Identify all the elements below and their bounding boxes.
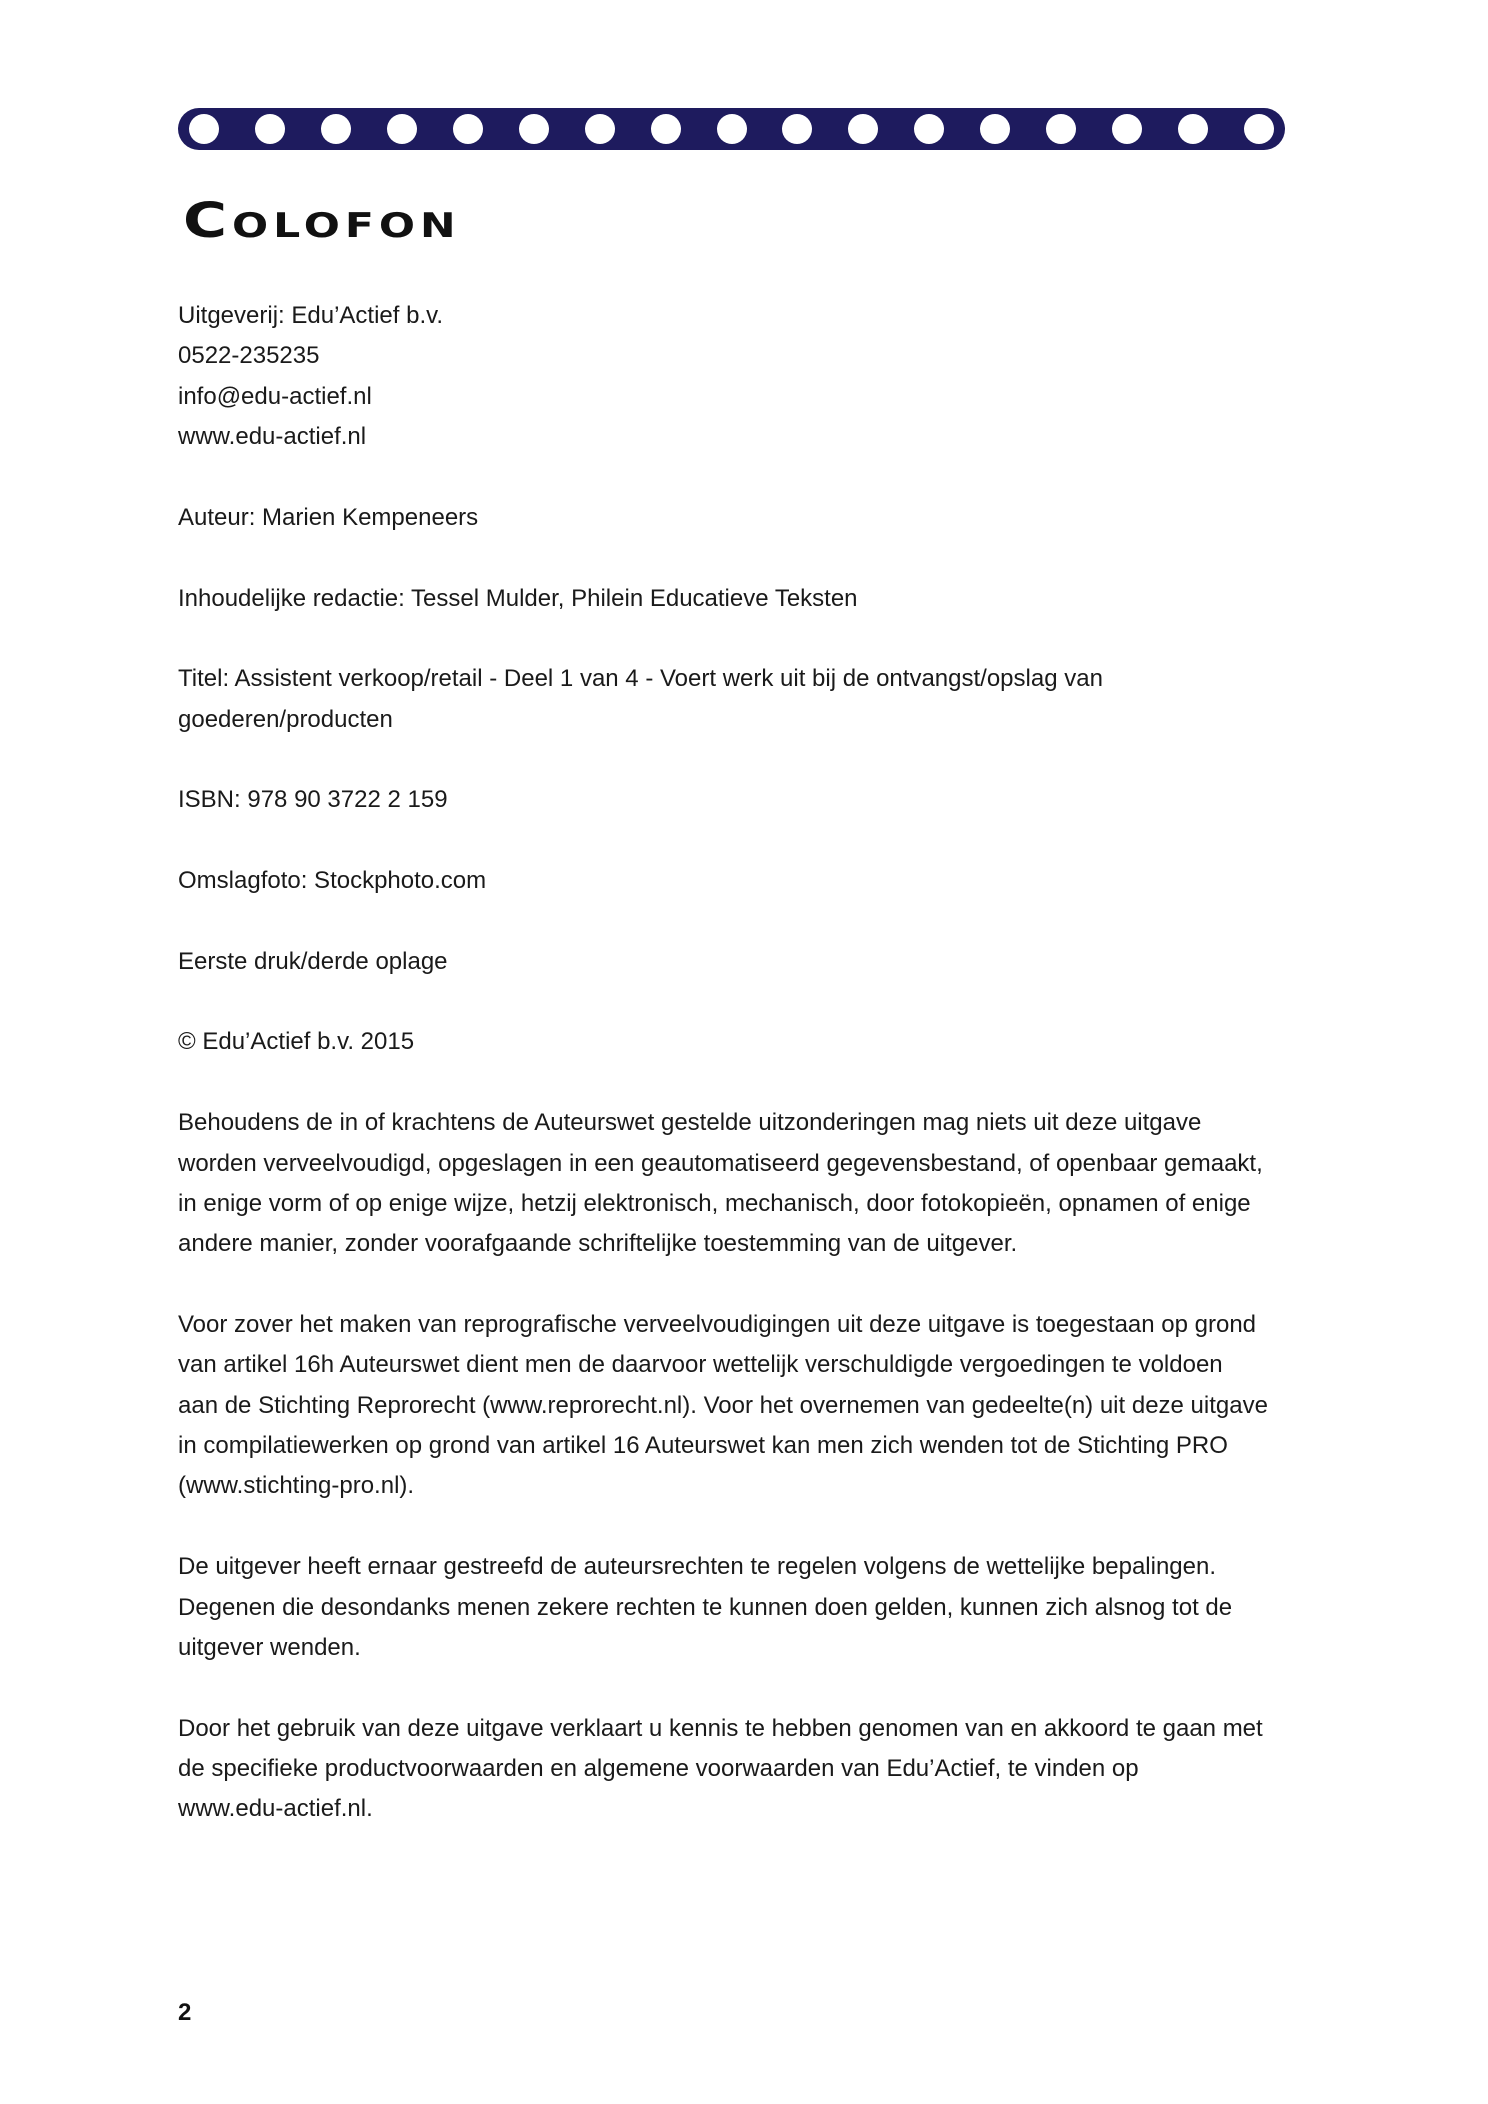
isbn-line: ISBN: 978 90 3722 2 159: [178, 786, 448, 814]
paragraph-line: www.edu-actief.nl.: [178, 1795, 373, 1823]
paragraph-line: uitgever wenden.: [178, 1633, 361, 1661]
publisher-block: [178, 296, 1285, 457]
author-block: [178, 498, 1285, 538]
paragraph-line: aan de Stichting Reprorecht (www.reprorecht.nl). Voor het overnemen van gedeelte(n) uit deze uitgave: [178, 1391, 1268, 1419]
paragraph-line: van artikel 16h Auteurswet dient men de daarvoor wettelijk verschuldigde vergoedingen te voldoen: [178, 1351, 1223, 1379]
copyright-line: © Edu’Actief b.v. 2015: [178, 1028, 415, 1056]
publisher-name: Uitgeverij: Edu’Actief b.v.: [178, 302, 443, 329]
band-dot: [848, 114, 878, 144]
paragraph-line: Behoudens de in of krachtens de Auteurswet gestelde uitzonderingen mag niets uit deze uitgave: [178, 1109, 1202, 1137]
rights-notice: [178, 1547, 1285, 1668]
band-dot: [453, 114, 483, 144]
isbn-block: [178, 780, 1285, 820]
band-dot: [1112, 114, 1142, 144]
band-dot: [519, 114, 549, 144]
band-dot: [717, 114, 747, 144]
author-line: Auteur: Marien Kempeneers: [178, 503, 479, 531]
paragraph-line: de specifieke productvoorwaarden en algemene voorwaarden van Edu’Actief, te vinden op: [178, 1754, 1139, 1782]
cover-photo-line: Omslagfoto: Stockphoto.com: [178, 867, 487, 895]
band-dot: [1046, 114, 1076, 144]
terms-notice: [178, 1709, 1285, 1830]
publisher-website: www.edu-actief.nl: [178, 423, 367, 451]
paragraph-line: in enige vorm of op enige wijze, hetzij elektronisch, mechanisch, door fotokopieën, opnamen of enige: [178, 1189, 1251, 1217]
band-dot: [255, 114, 285, 144]
band-dot: [387, 114, 417, 144]
paragraph-line: in compilatiewerken op grond van artikel 16 Auteurswet kan men zich wenden tot de Stichting PRO: [178, 1432, 1228, 1460]
colophon-body: [178, 296, 1285, 1870]
editorial-block: [178, 579, 1285, 619]
reproduction-notice: [178, 1103, 1285, 1264]
reprorecht-notice: [178, 1305, 1285, 1507]
edition-line: Eerste druk/derde oplage: [178, 947, 448, 975]
paragraph-line: Door het gebruik van deze uitgave verklaart u kennis te hebben genomen van en akkoord te gaan met: [178, 1714, 1263, 1742]
band-dot: [585, 114, 615, 144]
band-dot: [189, 114, 219, 144]
band-dot: [914, 114, 944, 144]
edition-block: [178, 942, 1285, 982]
cover-photo-block: [178, 861, 1285, 901]
book-title-line: Titel: Assistent verkoop/retail - Deel 1 van 4 - Voert werk uit bij de ontvangst/opslag van: [178, 665, 1103, 693]
paragraph-line: (www.stichting-pro.nl).: [178, 1472, 415, 1500]
paragraph-line: andere manier, zonder voorafgaande schriftelijke toestemming van de uitgever.: [178, 1230, 1018, 1258]
paragraph-line: Voor zover het maken van reprografische verveelvoudigingen uit deze uitgave is toegestaan op grond: [178, 1310, 1257, 1338]
publisher-email: info@edu-actief.nl: [178, 382, 372, 410]
band-dot: [782, 114, 812, 144]
copyright-block: [178, 1022, 1285, 1062]
editorial-line: Inhoudelijke redactie: Tessel Mulder, Philein Educatieve Teksten: [178, 584, 858, 612]
book-title-line: goederen/producten: [178, 705, 393, 733]
paragraph-line: Degenen die desondanks menen zekere rechten te kunnen doen gelden, kunnen zich alsnog tot de: [178, 1593, 1233, 1621]
band-dot: [1178, 114, 1208, 144]
band-dot: [980, 114, 1010, 144]
band-dot: [321, 114, 351, 144]
paragraph-line: De uitgever heeft ernaar gestreefd de auteursrechten te regelen volgens de wettelijke bepalingen.: [178, 1553, 1217, 1581]
band-dot: [1244, 114, 1274, 144]
page-title: Colofon: [183, 193, 461, 249]
book-title-block: [178, 659, 1285, 740]
band-dot: [651, 114, 681, 144]
publisher-phone: 0522-235235: [178, 342, 320, 370]
paragraph-line: worden verveelvoudigd, opgeslagen in een geautomatiseerd gegevensbestand, of openbaar gemaakt,: [178, 1149, 1263, 1177]
page-number: 2: [178, 1999, 192, 2026]
header-band: [178, 108, 1285, 150]
